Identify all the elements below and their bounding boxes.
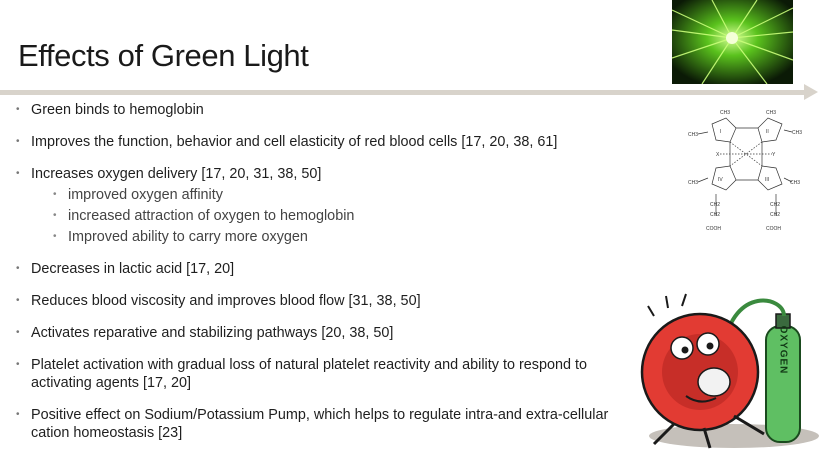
heme-label: COOH (706, 226, 721, 232)
bullet-text: Positive effect on Sodium/Potassium Pump, which helps to regulate intra-and extra-cellular cation homeostasis [23] (31, 407, 609, 441)
bullet-dot-icon: • (53, 231, 57, 242)
heme-label: CH3 (720, 110, 731, 116)
slide-title: Effects of Green Light (18, 38, 309, 73)
heme-label: CH3 (688, 180, 699, 186)
green-laser-photo (672, 0, 793, 84)
heme-label: Y (772, 152, 776, 158)
heme-label: III (765, 177, 770, 183)
heme-label: II (766, 129, 769, 135)
title-divider (0, 90, 806, 95)
heme-label: IV (718, 177, 723, 183)
heme-label: X (716, 152, 720, 158)
bullet-list (14, 101, 644, 456)
heme-label: CH2 (710, 202, 721, 208)
heme-structure-diagram (680, 104, 810, 240)
bullet-item (14, 406, 644, 442)
heme-label: CH2 (770, 212, 781, 218)
bullet-text: Reduces blood viscosity and improves blood flow [31, 38, 50] (31, 293, 421, 309)
heme-label: CH2 (710, 212, 721, 218)
heme-label: I (720, 129, 722, 135)
divider-arrow-icon (804, 84, 818, 100)
oxygen-tank-label: OXYGEN (777, 325, 789, 375)
bullet-item (14, 101, 644, 119)
heme-label: CH3 (766, 110, 777, 116)
bullet-dot-icon: • (53, 189, 57, 200)
bullet-dot-icon: • (16, 104, 20, 115)
bullet-item (14, 292, 644, 310)
bullet-text: Activates reparative and stabilizing pathways [20, 38, 50] (31, 325, 394, 341)
bullet-dot-icon: • (16, 263, 20, 274)
bullet-dot-icon: • (16, 295, 20, 306)
heme-label: CH2 (770, 202, 781, 208)
bullet-text: Increases oxygen delivery [17, 20, 31, 38, 50] (31, 166, 322, 182)
heme-label: CH3 (688, 132, 699, 138)
sub-bullet-item (31, 186, 644, 204)
heme-label: CH3 (792, 130, 803, 136)
heme-label: COOH (766, 226, 781, 232)
sub-bullet-item (31, 228, 644, 246)
bullet-dot-icon: • (16, 327, 20, 338)
sub-bullet-text: improved oxygen affinity (68, 187, 223, 203)
bullet-text: Green binds to hemoglobin (31, 102, 204, 118)
sub-bullet-item (31, 207, 644, 225)
bullet-text: Platelet activation with gradual loss of natural platelet reactivity and ability to respond to activating agents [17, 20] (31, 357, 587, 391)
bullet-item (14, 356, 644, 392)
heme-label: CH3 (790, 180, 801, 186)
sub-bullet-text: Improved ability to carry more oxygen (68, 229, 308, 245)
red-cell-oxygen-cartoon (634, 286, 820, 454)
bullet-dot-icon: • (16, 136, 20, 147)
bullet-dot-icon: • (16, 168, 20, 179)
bullet-item (14, 260, 644, 278)
sub-bullet-list (31, 186, 644, 246)
bullet-item (14, 324, 644, 342)
bullet-dot-icon: • (16, 409, 20, 420)
bullet-text: Decreases in lactic acid [17, 20] (31, 261, 235, 277)
bullet-item (14, 133, 644, 151)
bullet-item (14, 165, 644, 246)
bullet-dot-icon: • (16, 359, 20, 370)
bullet-dot-icon: • (53, 210, 57, 221)
sub-bullet-text: increased attraction of oxygen to hemoglobin (68, 208, 355, 224)
bullet-text: Improves the function, behavior and cell elasticity of red blood cells [17, 20, 38, 61] (31, 134, 558, 150)
